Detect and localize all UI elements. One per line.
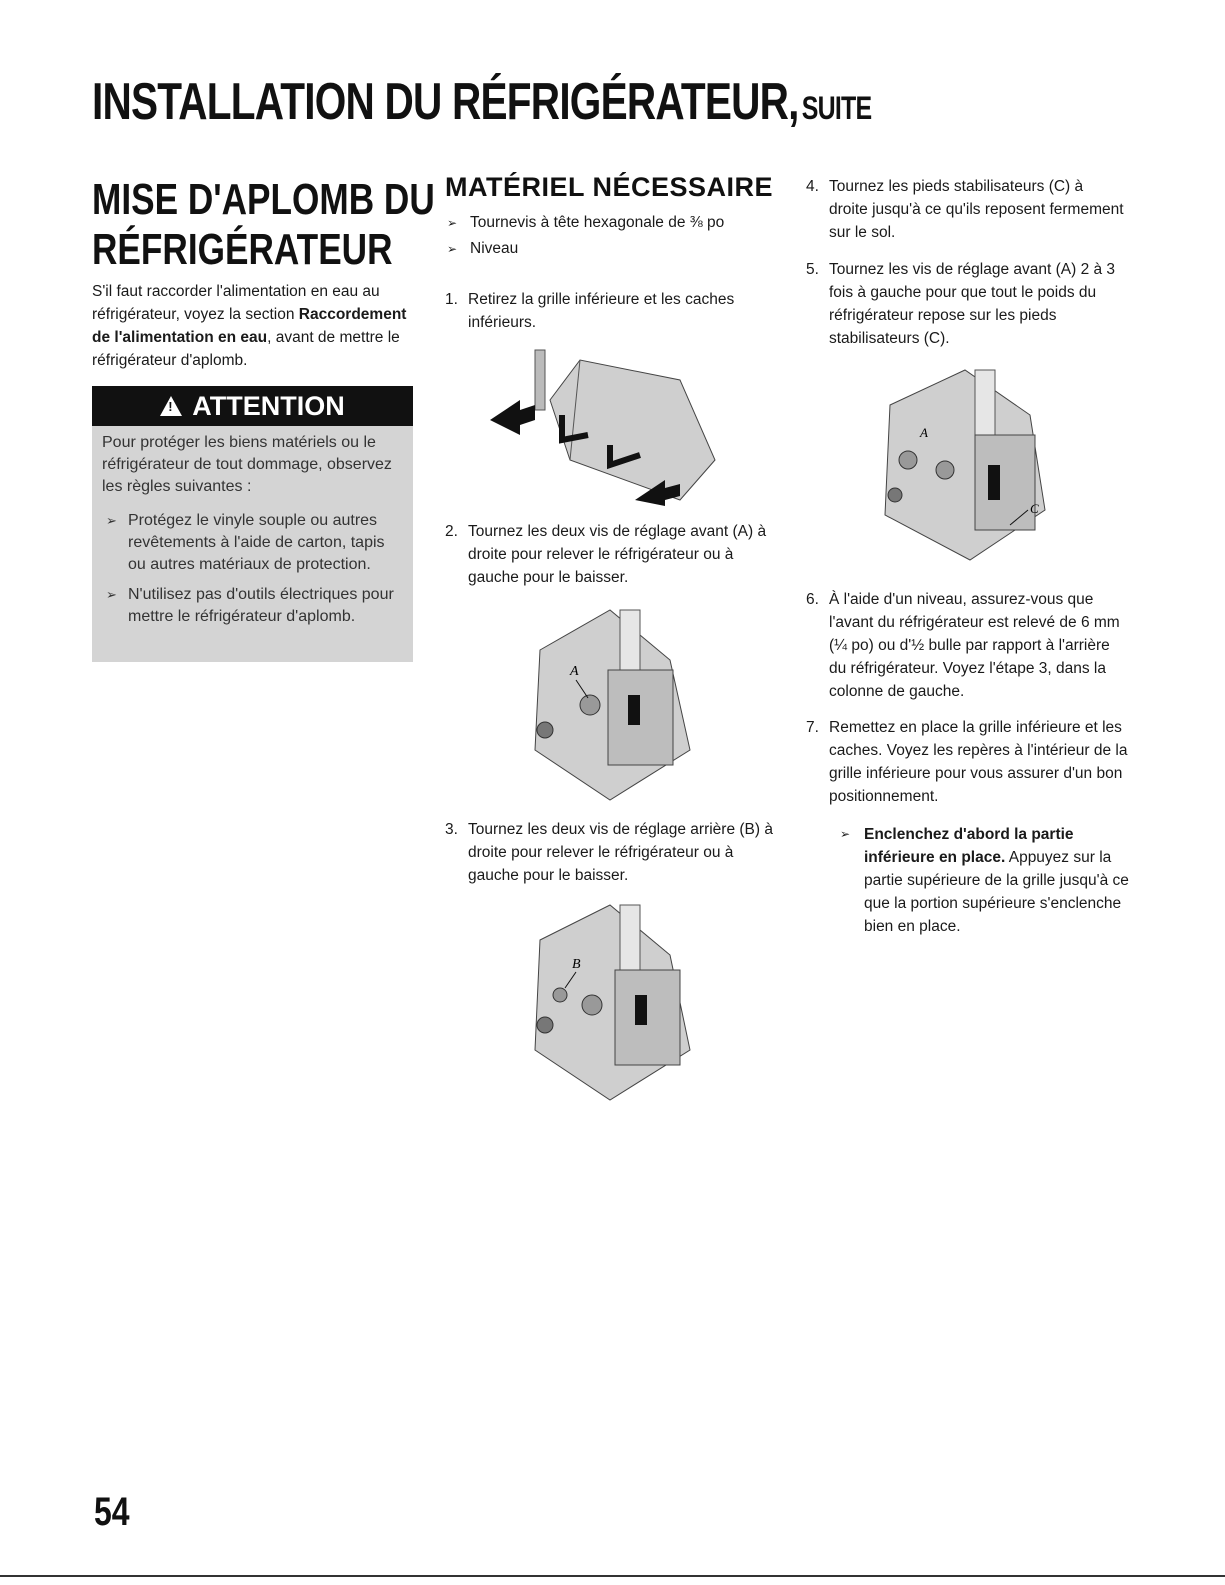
step-7-subpoint [864, 823, 1129, 938]
step-1 [445, 288, 765, 334]
intro-text-1: S'il faut raccorder l'alimentation en eau au réfrigérateur, voyez la section [92, 283, 380, 323]
bottom-rule [0, 1575, 1225, 1577]
step-number: 3. [445, 821, 458, 838]
intro-link-bold: Raccordement de l'alimentation en eau [92, 306, 407, 346]
subpoint-text: Appuyez sur la partie supérieure de la grille jusqu'à ce que la portion supérieure s'enclenche bien en place. [864, 849, 1129, 935]
step-text: Tournez les vis de réglage avant (A) 2 à 3 fois à gauche pour que tout le poids du réfrigérateur repose sur les pieds stabilisateurs (C). [829, 261, 1116, 347]
warning-bullet: ➢ Protégez le vinyle souple ou autres revêtements à l'aide de carton, tapis ou autres matériaux de protection. [102, 510, 399, 576]
step-number: 2. [445, 523, 458, 540]
step-text: Tournez les deux vis de réglage avant (A) à droite pour relever le réfrigérateur ou à gauche pour le baisser. [468, 523, 767, 586]
warning-triangle-icon [160, 396, 182, 416]
label-c: C [1030, 501, 1039, 516]
tool-item: ➢ Tournevis à tête hexagonale de ⅜ po [445, 210, 785, 236]
tools-list [445, 210, 785, 262]
tool-item: ➢ Niveau [445, 236, 785, 262]
warning-list [102, 510, 399, 628]
warning-bullet: ➢ N'utilisez pas d'outils électriques pour mettre le réfrigérateur d'aplomb. [102, 584, 399, 628]
step-number: 7. [806, 719, 819, 736]
page-number: 54 [94, 1490, 130, 1534]
step-5 [806, 258, 1131, 350]
rear-screw-illustration [520, 900, 705, 1110]
front-screw-illustration [520, 600, 705, 810]
page-title-main: INSTALLATION DU RÉFRIGÉRATEUR, [92, 73, 799, 131]
stabilizer-foot-illustration [880, 365, 1060, 570]
warning-body [92, 426, 413, 628]
intro-paragraph [92, 280, 417, 372]
warning-header [92, 386, 413, 426]
step-text: Tournez les pieds stabilisateurs (C) à droite jusqu'à ce qu'ils reposent fermement sur le sol. [829, 178, 1124, 241]
subpoint-bold: Enclenchez d'abord la partie inférieure en place. [864, 826, 1074, 866]
step-text: À l'aide d'un niveau, assurez-vous que l'avant du réfrigérateur est relevé de 6 mm (¼ po) ou d'½ bulle par rapport à l'arrière du réfrigérateur. Voyez l'étape 3, dans la colonne de gauche. [829, 591, 1120, 700]
step-number: 6. [806, 591, 819, 608]
step-number: 4. [806, 178, 819, 195]
page-title-suite: SUITE [801, 90, 872, 126]
step-2 [445, 520, 775, 589]
label-a: A [570, 664, 579, 679]
warning-box [92, 386, 413, 662]
step-7 [806, 716, 1131, 808]
label-a: A [920, 425, 928, 440]
step-number: 1. [445, 291, 458, 308]
section-title [92, 175, 435, 275]
step-text: Tournez les deux vis de réglage arrière (B) à droite pour relever le réfrigérateur ou à gauche pour le baisser. [468, 821, 773, 884]
step-6 [806, 588, 1131, 703]
step-4 [806, 175, 1126, 244]
intro-text-2: , avant de mettre le réfrigérateur d'aplomb. [92, 329, 400, 369]
step-text: Retirez la grille inférieure et les caches inférieurs. [468, 291, 735, 331]
grille-removal-illustration [480, 340, 730, 510]
materials-title: MATÉRIEL NÉCESSAIRE [445, 172, 774, 202]
section-title-line2: RÉFRIGÉRATEUR [92, 225, 393, 274]
section-title-line1: MISE D'APLOMB DU [92, 175, 435, 224]
step-text: Remettez en place la grille inférieure et les caches. Voyez les repères à l'intérieur de la grille inférieure pour vous assurer d'un bon positionnement. [829, 719, 1128, 805]
warning-text: Pour protéger les biens matériels ou le réfrigérateur de tout dommage, observez les règles suivantes : [102, 434, 392, 495]
step-number: 5. [806, 261, 819, 278]
warning-heading: ATTENTION [192, 390, 345, 421]
step-3 [445, 818, 775, 887]
page-title [92, 72, 871, 132]
label-b: B [572, 957, 581, 972]
